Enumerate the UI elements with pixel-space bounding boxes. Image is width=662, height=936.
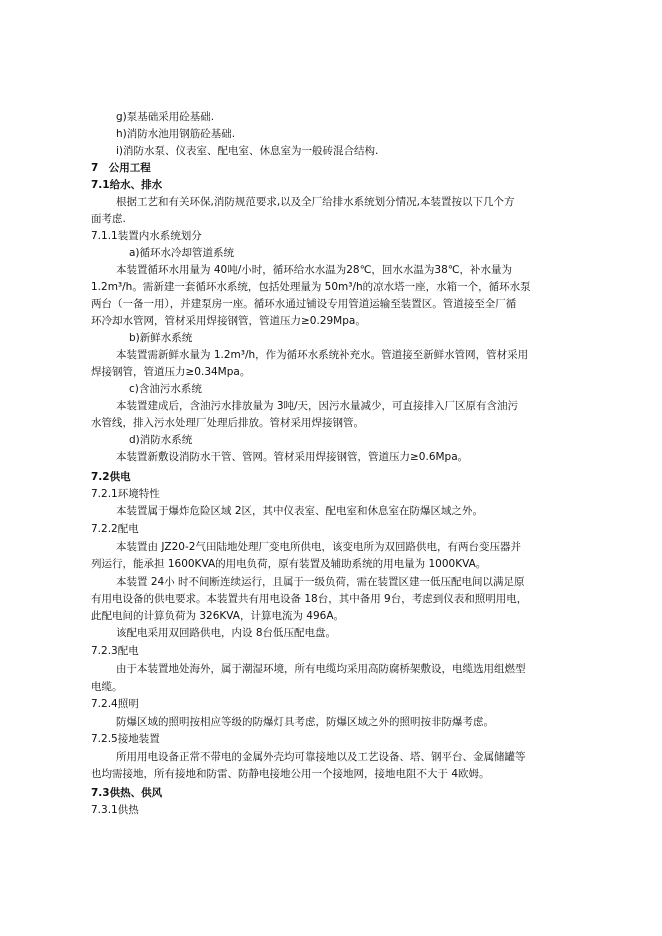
section-7-2-3-heading: 7.2.3配电 xyxy=(91,645,139,657)
section-7-3-heading: 7.3供热、供风 xyxy=(91,787,163,799)
item-h-fire-pool-foundation: h)消防水池用钢筋砼基础. xyxy=(116,128,236,140)
section-7-1-heading: 7.1给水、排水 xyxy=(91,179,163,191)
paragraph-line: 面考虑. xyxy=(91,213,126,225)
section-7-2-4-heading: 7.2.4照明 xyxy=(91,698,139,710)
section-7-2-5-heading: 7.2.5接地装置 xyxy=(91,733,160,745)
paragraph-line: 也均需接地，所有接地和防雷、防静电接地公用一个接地网，接地电阻不大于 4欧姆。 xyxy=(91,768,490,780)
paragraph-line: 两台（一备一用），并建泵房一座。循环水通过铺设专用管道运输至装置区。管道接至全厂循 xyxy=(91,298,517,310)
paragraph-line: 防爆区域的照明按相应等级的防爆灯具考虑，防爆区域之外的照明按非防爆考虑。 xyxy=(116,716,494,728)
paragraph-line: 水管线，排入污水处理厂处理后排放。管材采用焊接钢管。 xyxy=(91,417,364,429)
section-7-heading: 7 公用工程 xyxy=(91,162,151,174)
paragraph-line: 环冷却水管网，管材采用焊接钢管，管道压力≥0.29Mpa。 xyxy=(91,315,366,327)
section-7-2-heading: 7.2供电 xyxy=(91,471,131,483)
paragraph-line: 焊接钢管，管道压力≥0.34Mpa。 xyxy=(91,366,251,378)
section-7-2-2-heading: 7.2.2配电 xyxy=(91,523,139,535)
section-7-1-1-heading: 7.1.1装置内水系统划分 xyxy=(91,230,202,242)
paragraph-line: 电缆。 xyxy=(91,681,123,693)
paragraph-line: 有用电设备的供电要求。本装置共有用电设备 18台，其中备用 9台，考虑到仪表和照明用电， xyxy=(91,593,528,605)
subitem-d-heading: d)消防水系统 xyxy=(129,434,193,446)
paragraph-line: 本装置属于爆炸危险区域 2区，其中仪表室、配电室和休息室在防爆区域之外。 xyxy=(116,505,484,517)
subitem-b-heading: b)新鲜水系统 xyxy=(129,332,193,344)
subitem-a-heading: a)循环水冷却管道系统 xyxy=(129,247,235,259)
paragraph-line: 该配电采用双回路供电，内设 8台低压配电盘。 xyxy=(116,627,337,639)
paragraph-line: 此配电间的计算负荷为 326KVA，计算电流为 496A。 xyxy=(91,610,345,622)
item-g-pump-foundation: g)泵基础采用砼基础. xyxy=(116,111,215,123)
paragraph-line: 所用用电设备正常不带电的金属外壳均可靠接地以及工艺设备、塔、钢平台、金属储罐等 xyxy=(116,751,526,763)
section-7-3-1-heading: 7.3.1供热 xyxy=(91,804,139,816)
paragraph-line: 本装置新敷设消防水干管、管网。管材采用焊接钢管，管道压力≥0.6Mpa。 xyxy=(116,451,469,463)
paragraph-line: 1.2m³/h。需新建一套循环水系统，包括处理量为 50m³/h的凉水塔一座，水箱一个，循环水泵 xyxy=(91,281,531,293)
item-i-buildings-structure: i)消防水泵、仪表室、配电室、休息室为一般砖混合结构. xyxy=(116,145,379,157)
paragraph-line: 列运行，能承担 1600KVA的用电负荷，原有装置及辅助系统的用电量为 1000KVA。 xyxy=(91,558,487,570)
paragraph-line: 根据工艺和有关环保,消防规范要求,以及全厂给排水系统划分情况,本装置按以下几个方 xyxy=(116,196,515,208)
paragraph-line: 本装置建成后，含油污水排放量为 3吨/天，因污水量减少，可直接排入厂区原有含油污 xyxy=(116,400,519,412)
paragraph-line: 本装置由 JZ20-2气田陆地处理厂变电所供电，该变电所为双回路供电，有两台变压器并 xyxy=(116,541,521,553)
section-7-2-1-heading: 7.2.1环境特性 xyxy=(91,488,160,500)
paragraph-line: 本装置循环水用量为 40吨/小时，循环给水水温为28℃，回水水温为38℃，补水量为 xyxy=(116,264,513,276)
paragraph-line: 本装置 24小 时不间断连续运行，且属于一级负荷，需在装置区建一低压配电间以满足原 xyxy=(116,576,525,588)
subitem-c-heading: c)含油污水系统 xyxy=(129,383,202,395)
paragraph-line: 由于本装置地处海外，属于潮湿环境，所有电缆均采用高防腐桥架敷设，电缆选用组燃型 xyxy=(116,663,526,675)
paragraph-line: 本装置需新鲜水量为 1.2m³/h，作为循环水系统补充水。管道接至新鲜水管网，管材采用 xyxy=(116,349,529,361)
